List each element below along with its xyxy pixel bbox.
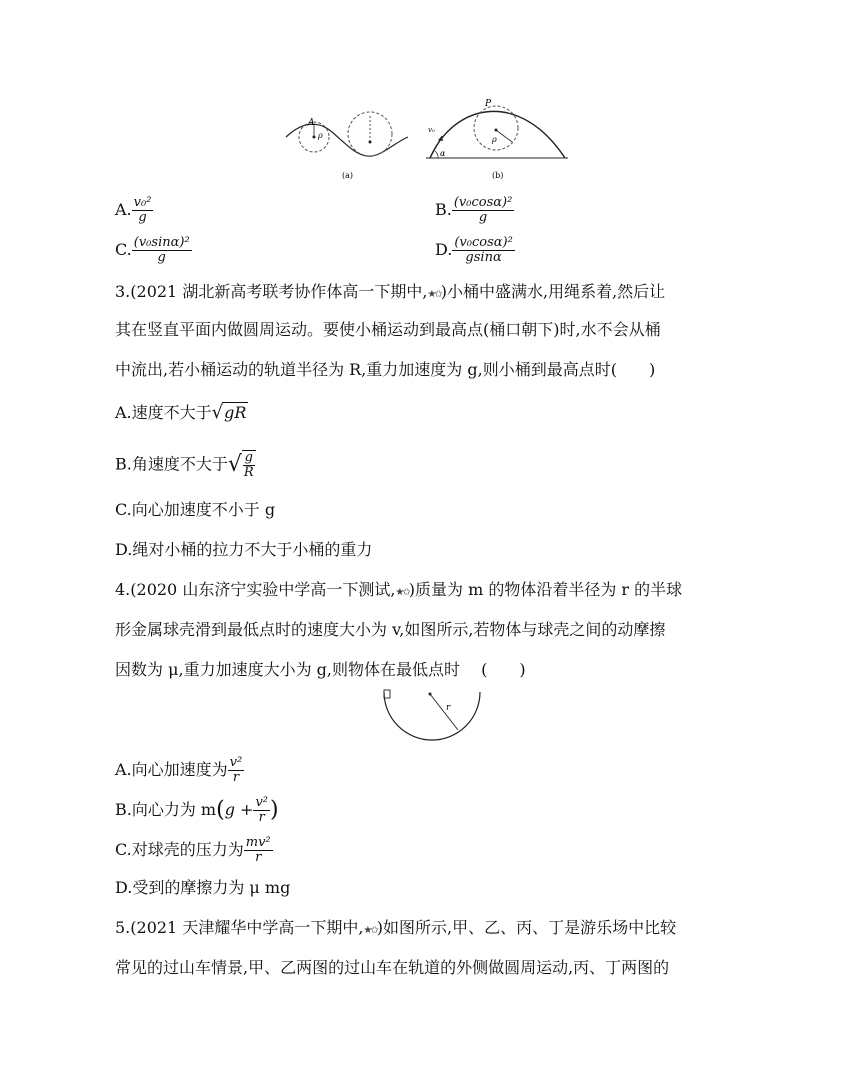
q2-option-a-prefix: A.: [115, 200, 132, 219]
q4-option-b-fraction: [253, 796, 270, 825]
sqrt-sign: √: [227, 452, 242, 477]
q4-option-a: [115, 756, 244, 785]
q2-option-c-fraction: [132, 236, 192, 265]
q3-line1-stem: )小桶中盛满水,用绳系着,然后让: [440, 282, 666, 301]
two-star-difficulty-icon: ★✩: [395, 587, 409, 598]
q2-option-b-den: g: [478, 210, 488, 225]
q2-option-b: [435, 196, 514, 225]
two-star-difficulty-icon: ★✩: [363, 925, 377, 936]
object-block: [384, 690, 390, 698]
q3-option-a-text: A.速度不大于: [115, 403, 212, 422]
q4-option-c-num: mv²: [245, 835, 271, 850]
q2-option-c: [115, 236, 192, 265]
q3-option-a-radicand: gR: [224, 403, 247, 422]
q4-option-d: D.受到的摩擦力为 μ mg: [115, 878, 291, 897]
hemisphere-figure: [378, 688, 488, 744]
q3-option-d: D.绳对小桶的拉力不大于小桶的重力: [115, 540, 373, 559]
q2-option-d-prefix: D.: [435, 240, 453, 259]
q2-option-a-den: g: [138, 210, 147, 225]
paren-close: ): [270, 797, 279, 823]
q3-option-c: C.向心加速度不小于 g: [115, 500, 276, 519]
q2-option-b-num: (v₀cosα)²: [453, 195, 513, 210]
q4-line1: [115, 580, 682, 603]
q4-option-c-fraction: [244, 836, 273, 865]
q4-option-a-num: v²: [229, 755, 243, 770]
fig-b-label-P: P: [485, 99, 492, 109]
q4-option-c-den: r: [255, 850, 262, 865]
figure-b: [426, 99, 568, 180]
q2-option-a-fraction: [132, 196, 154, 225]
q3-line2: 其在竖直平面内做圆周运动。要使小桶运动到最高点(桶口朝下)时,水不会从桶: [115, 320, 661, 339]
q4-option-b: [115, 796, 279, 825]
q2-option-c-den: g: [157, 250, 166, 265]
q5-line2: 常见的过山车情景,甲、乙两图的过山车在轨道的外侧做圆周运动,丙、丁两图的: [115, 958, 670, 977]
q4-line2: 形金属球壳滑到最低点时的速度大小为 v,如图所示,若物体与球壳之间的动摩擦: [115, 620, 666, 639]
q3-option-b-den: R: [243, 465, 254, 480]
q5-line1-source: 5.(2021 天津耀华中学高一下期中,: [115, 918, 364, 937]
fig-b-label-alpha: α: [440, 149, 446, 158]
figure-a-b: [280, 92, 570, 188]
q3-option-b-num: g: [244, 450, 253, 465]
paren-open: (: [216, 797, 225, 823]
fig-b-label-rho: ρ: [492, 135, 497, 144]
sqrt-sign: √: [211, 402, 224, 423]
q2-option-b-prefix: B.: [435, 200, 452, 219]
q4-option-c-text: C.对球壳的压力为: [115, 840, 244, 859]
q3-line1: [115, 282, 665, 305]
q3-line3: 中流出,若小桶运动的轨道半径为 R,重力加速度为 g,则小桶到最高点时( ): [115, 360, 656, 379]
q2-option-b-fraction: [452, 196, 514, 225]
q4-option-a-den: r: [232, 770, 240, 785]
q4-option-b-g: g +: [224, 800, 254, 819]
fig-a-caption: (a): [342, 171, 354, 180]
q4-option-b-den: r: [258, 810, 265, 825]
q3-line1-source: 3.(2021 湖北新高考联考协作体高一下期中,: [115, 282, 428, 301]
fig-b-label-v0: v₀: [428, 126, 435, 134]
q5-line1-stem: )如图所示,甲、乙、丙、丁是游乐场中比较: [376, 918, 677, 937]
q3-option-b: [115, 450, 256, 480]
q3-option-b-fraction: [242, 450, 256, 480]
q4-option-a-fraction: [228, 756, 245, 785]
q4-line1-stem: )质量为 m 的物体沿着半径为 r 的半球: [408, 580, 683, 599]
figure-a: [286, 112, 408, 180]
two-star-difficulty-icon: ★✩: [427, 289, 441, 300]
fig-a-label-rho: ρ: [318, 131, 323, 140]
q2-option-d-den: gsinα: [465, 250, 502, 265]
hemisphere-label-r: r: [446, 703, 451, 713]
q2-option-c-prefix: C.: [115, 240, 132, 259]
q4-option-c: [115, 836, 273, 865]
q4-option-a-text: A.向心加速度为: [115, 760, 228, 779]
fig-a-label-A: A: [308, 118, 315, 128]
q5-line1: [115, 918, 676, 941]
q4-option-b-num: v²: [255, 795, 268, 810]
q3-option-b-text: B.角速度不大于: [115, 454, 228, 474]
q4-line3: 因数为 μ,重力加速度大小为 g,则物体在最低点时 ( ): [115, 660, 526, 679]
q4-line1-source: 4.(2020 山东济宁实验中学高一下测试,: [115, 580, 396, 599]
q2-option-d-num: (v₀cosα)²: [454, 235, 513, 250]
q3-option-a: [115, 402, 248, 423]
q2-option-c-num: (v₀sinα)²: [133, 235, 190, 250]
q2-option-a: [115, 196, 153, 225]
q2-option-d: [435, 236, 515, 265]
q4-option-b-text: B.向心力为 m: [115, 800, 217, 819]
q2-option-a-num: v₀²: [133, 195, 152, 210]
fig-b-caption: (b): [492, 171, 504, 180]
q2-option-d-fraction: [452, 236, 514, 265]
